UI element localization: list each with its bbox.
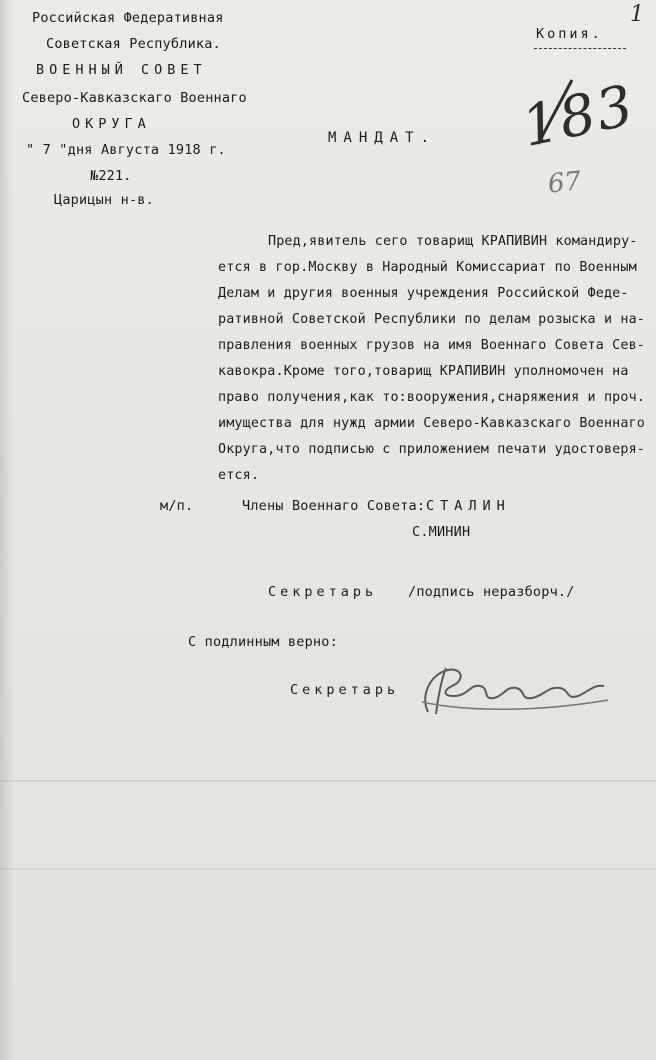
document-title: МАНДАТ. [328,130,437,146]
archive-folio-secondary: 67 [546,166,583,200]
secretary-label: Секретарь [268,584,378,600]
council-members-label: Члены Военнаго Совета: [242,498,426,514]
body-line: право получения,как то:вооружения,снаряжения и проч. [218,390,646,405]
copy-label: Копия. [536,26,603,42]
member-minin: С.МИНИН [412,524,471,540]
archive-folio-main: 183 [516,72,641,161]
member-stalin: СТАЛИН [426,498,511,514]
paper-crease [0,780,656,782]
body-line: имущества для нужд армии Северо-Кавказскаго Военнаго [218,416,646,431]
body-line: ративной Советской Республики по делам розыска и на- [218,312,646,327]
body-line: Делам и другия военныя учреждения Российской Феде- [218,286,629,301]
header-place: Царицын н-в. [54,192,154,208]
body-line: правления военных грузов на имя Военнаго Совета Сев- [218,338,646,353]
body-line: Пред,явитель сего товарищ КРАПИВИН командиру- [268,234,638,249]
header-okrug: ОКРУГА [72,116,151,132]
header-date: " 7 "дня Августа 1918 г. [26,142,226,158]
body-line: Округа,что подписью с приложением печати удостоверя- [218,442,646,457]
body-line: кавокра.Кроме того,товарищ КРАПИВИН уполномочен на [218,364,629,379]
header-district: Северо-Кавказскаго Военнаго [22,90,247,106]
header-republic: Советская Республика. [46,36,221,52]
paper-crease [0,868,656,870]
secretary-label: Секретарь [290,682,400,698]
seal-mark: м/п. [160,498,194,514]
header-country: Российская Федеративная [32,10,224,26]
header-number: №221. [90,168,132,184]
body-line: ется в гор.Москву в Народный Комиссариат по Военным [218,260,637,275]
copy-underline [534,48,626,49]
header-council: ВОЕННЫЙ СОВЕТ [36,62,207,78]
certified-copy-label: С подлинным верно: [188,634,338,650]
secretary-signature-note: /подпись неразборч./ [408,584,575,600]
archive-page-number: 1 [630,2,644,27]
body-line: ется. [218,468,260,483]
handwritten-signature [408,656,618,720]
folio-strike-icon [520,74,630,154]
paper-edge-shadow [0,0,14,1060]
